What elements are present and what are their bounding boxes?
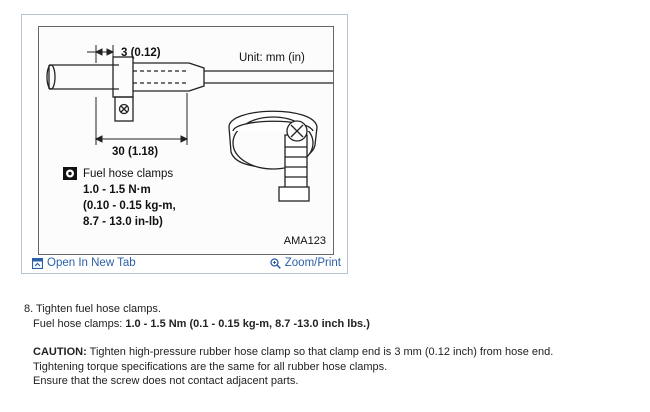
torque-note: Tightening torque specifications are the same for all rubber hose clamps. bbox=[33, 360, 388, 373]
zoom-print-link[interactable] bbox=[270, 257, 341, 269]
spec-value: 1.0 - 1.5 Nm (0.1 - 0.15 kg-m, 8.7 -13.0 inch lbs.) bbox=[125, 317, 370, 330]
unit-label: Unit: mm (in) bbox=[239, 52, 305, 64]
caution-text: Tighten high-pressure rubber hose clamp so that clamp end is 3 mm (0.12 inch) from hose end. bbox=[86, 346, 554, 358]
spec-line-3: 8.7 - 13.0 in-lb) bbox=[83, 216, 163, 228]
zoom-print-label: Zoom/Print bbox=[284, 257, 341, 269]
new-tab-icon bbox=[32, 258, 43, 269]
spec-label: Fuel hose clamps: bbox=[33, 317, 126, 330]
figure-toolbar bbox=[22, 253, 347, 274]
step-heading: 8. Tighten fuel hose clamps. bbox=[24, 303, 161, 315]
caution-label: CAUTION: bbox=[33, 346, 87, 358]
open-in-new-tab-label: Open In New Tab bbox=[47, 257, 136, 269]
hose-clamp-diagram bbox=[38, 26, 334, 255]
figure-code: AMA123 bbox=[283, 235, 326, 247]
spec-line-1: 1.0 - 1.5 N·m bbox=[83, 184, 151, 196]
dimension-bottom-label: 30 (1.18) bbox=[112, 146, 159, 158]
screw-note: Ensure that the screw does not contact adjacent parts. bbox=[33, 375, 299, 387]
instructions-text bbox=[24, 302, 634, 389]
zoom-icon bbox=[270, 258, 281, 269]
torque-wrench-icon bbox=[63, 167, 77, 180]
open-in-new-tab-link[interactable] bbox=[32, 257, 136, 269]
spec-line-2: (0.10 - 0.15 kg-m, bbox=[83, 200, 176, 212]
figure-card bbox=[21, 14, 348, 274]
diagram-drawing bbox=[39, 27, 333, 254]
dimension-top-label: 3 (0.12) bbox=[121, 47, 161, 59]
caution-line bbox=[24, 345, 634, 360]
spec-title: Fuel hose clamps bbox=[83, 168, 174, 180]
spec-line bbox=[24, 317, 634, 332]
